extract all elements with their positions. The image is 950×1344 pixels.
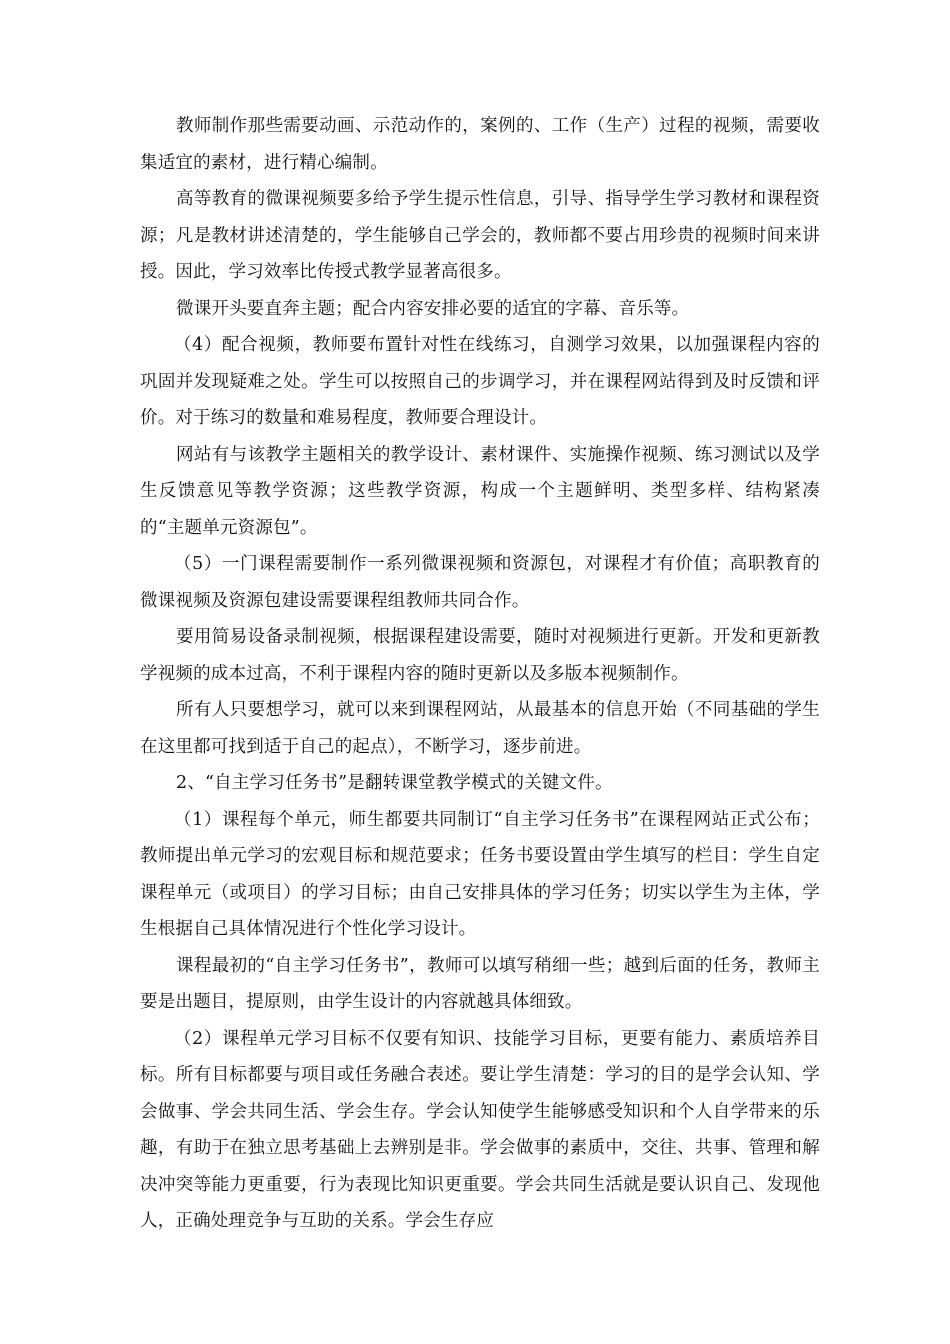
paragraph-simple-recording: 要用简易设备录制视频，根据课程建设需要，随时对视频进行更新。开发和更新教学视频的成本过高，不利于课程内容的随时更新以及多版本视频制作。 [140, 627, 820, 684]
paragraph-task-book-progression: 课程最初的“自主学习任务书”，教师可以填写稍细一些；越到后面的任务，教师主要是出题目，提原则，由学生设计的内容就越具体细致。 [140, 955, 820, 1012]
paragraph-resource-package: 网站有与该教学主题相关的教学设计、素材课件、实施操作视频、练习测试以及学生反馈意见等教学资源；这些教学资源，构成一个主题鲜明、类型多样、结构紧凑的“主题单元资源包”。 [140, 444, 820, 538]
paragraph-open-learning: 所有人只要想学习，就可以来到课程网站，从最基本的信息开始（不同基础的学生在这里都可找到适于自己的起点），不断学习，逐步前进。 [140, 700, 820, 757]
paragraph-video-production: 教师制作那些需要动画、示范动作的，案例的、工作（生产）过程的视频，需要收集适宜的素材，进行精心编制。 [140, 116, 820, 173]
section-heading-task-book: 2、“自主学习任务书”是翻转课堂教学模式的关键文件。 [176, 773, 613, 793]
paragraph-higher-education-microlecture: 高等教育的微课视频要多给予学生提示性信息，引导、指导学生学习教材和课程资源；凡是教材讲述清楚的，学生能够自己学会的，教师都不要占用珍贵的视频时间来讲授。因此，学习效率比传授式教学显著高很多。 [140, 189, 820, 282]
paragraph-microlecture-opening: 微课开头要直奔主题；配合内容安排必要的适宜的字幕、音乐等。 [176, 298, 690, 319]
paragraph-task-book-units: （1）课程每个单元，师生都要共同制订“自主学习任务书”在课程网站正式公布；教师提出单元学习的宏观目标和规范要求；任务书要设置由学生填写的栏目：学生自定课程单元（或项目）的学习目标；由自己安排具体的学习任务；切实以学生为主体，学生根据自己具体情况进行个性化学习设计。 [140, 809, 820, 939]
paragraph-online-exercises: （4）配合视频，教师要布置针对性在线练习，自测学习效果，以加强课程内容的巩固并发现疑难之处。学生可以按照自己的步调学习，并在课程网站得到及时反馈和评价。对于练习的数量和难易程度，教师要合理设计。 [140, 335, 820, 428]
document-page [140, 108, 820, 1240]
paragraph-course-series: （5）一门课程需要制作一系列微课视频和资源包，对课程才有价值；高职教育的微课视频及资源包建设需要课程组教师共同合作。 [140, 554, 820, 611]
paragraph-learning-goals: （2）课程单元学习目标不仅要有知识、技能学习目标，更要有能力、素质培养目标。所有目标都要与项目或任务融合表述。要让学生清楚：学习的目的是学会认知、学会做事、学会共同生活、学会生存。学会认知使学生能够感受知识和个人自学带来的乐趣，有助于在独立思考基础上去辨别是非。学会做事的素质中，交往、共事、管理和解决冲突等能力更重要，行为表现比知识更重要。学会共同生活就是要认识自己、发现他人，正确处理竞争与互助的关系。学会生存应 [140, 1028, 820, 1231]
